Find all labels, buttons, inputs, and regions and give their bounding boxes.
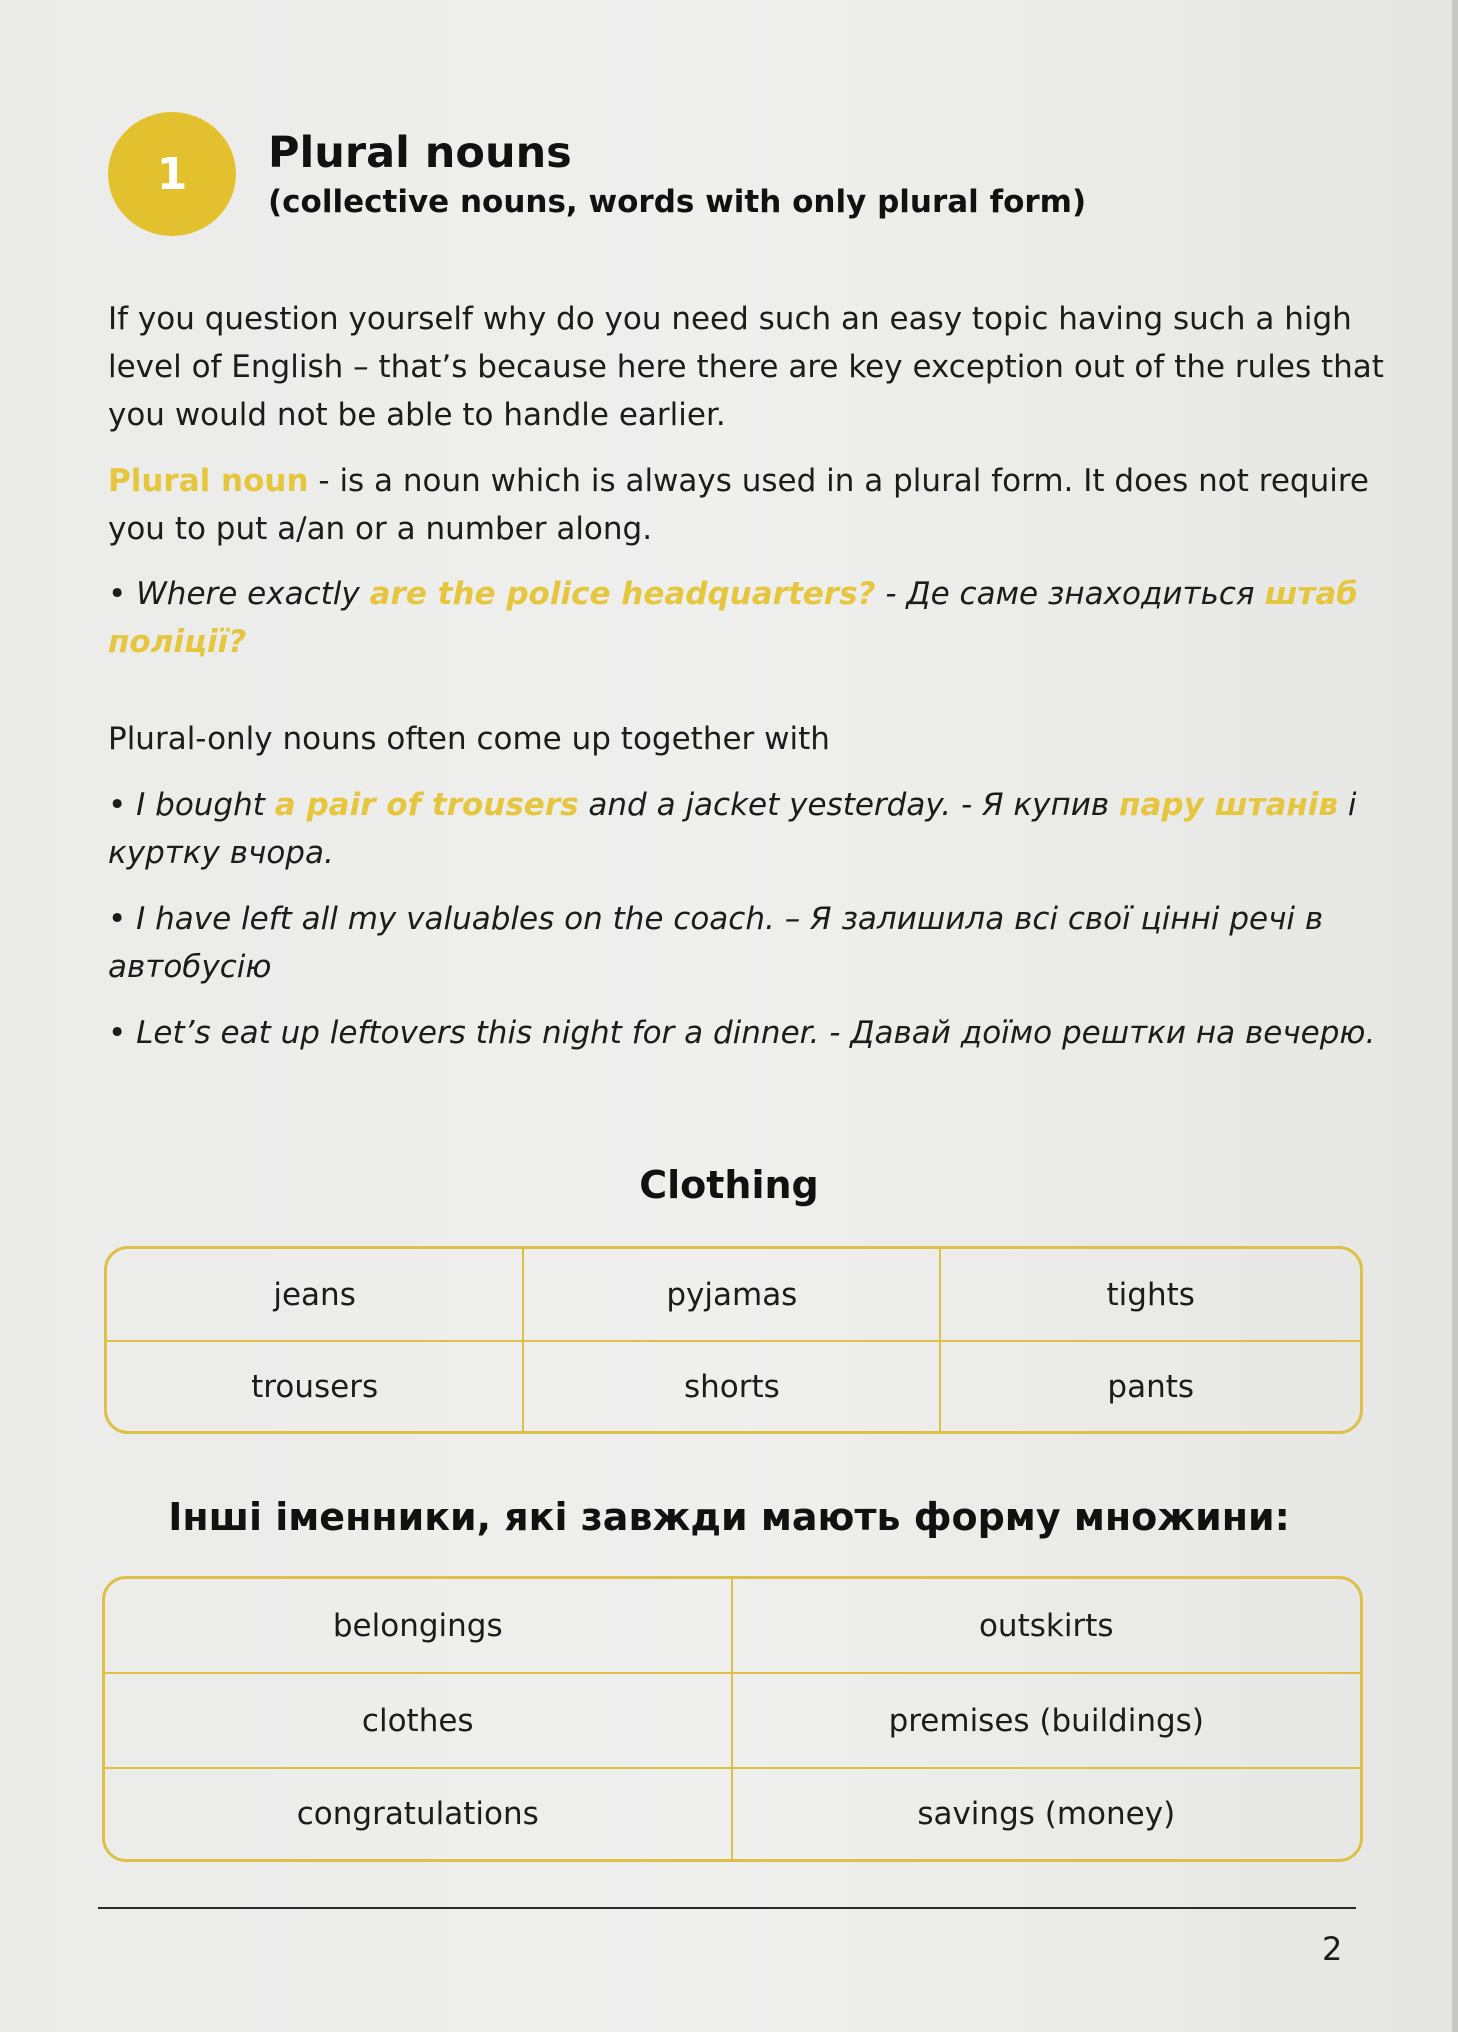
table-cell: shorts [524, 1342, 941, 1431]
example-trousers [108, 781, 1368, 877]
table-cell: tights [941, 1249, 1360, 1342]
table-cell: pants [1107, 1368, 1195, 1405]
table-cell: savings (money) [917, 1796, 1176, 1832]
table-cell: jeans [107, 1249, 524, 1342]
table-cell: congratulations [105, 1769, 733, 1859]
clothing-table [104, 1246, 1363, 1434]
example-valuables: • I have left all my valuables on the coach. – Я залишила всі свої цінні речі в автобусію [108, 901, 1324, 985]
footer-divider [98, 1907, 1356, 1909]
example-text: Where exactly [136, 576, 370, 612]
table-row [105, 1769, 1360, 1859]
table-cell: clothes [105, 1674, 733, 1769]
clothing-heading: Clothing [639, 1163, 819, 1207]
intro-paragraph: If you question yourself why do you need such an easy topic having such a high level of English – that’s because here there are key exception out of the rules that you would not be able to handle earlier. [108, 301, 1384, 433]
table-row [105, 1674, 1360, 1769]
example-highlight: are the police headquarters? [369, 576, 876, 612]
definition-term: Plural noun [108, 463, 309, 499]
other-nouns-heading: Інші іменники, які завжди мають форму множини: [168, 1495, 1290, 1539]
example-translation: and a jacket yesterday. - Я купив [578, 787, 1120, 823]
definition-text: - is a noun which is always used in a plural form. It does not require you to put a/an or a number along. [108, 463, 1369, 547]
section-number: 1 [156, 148, 188, 200]
together-paragraph: Plural-only nouns often come up together with [108, 721, 830, 757]
example-translation-end: і куртку вчора. [108, 787, 1357, 871]
bullet: • [108, 576, 137, 612]
table-cell: pyjamas [524, 1249, 941, 1342]
example-text: I bought [136, 787, 275, 823]
bullet: • [108, 787, 137, 823]
example-highlight: a pair of trousers [274, 787, 579, 823]
translation-highlight: пару штанів [1119, 787, 1339, 823]
section-number-badge [108, 112, 236, 236]
page-subtitle: (collective nouns, words with only plural form) [268, 184, 1087, 220]
table-row [107, 1249, 1360, 1342]
table-cell: outskirts [733, 1579, 1361, 1674]
example-leftovers: • Let’s eat up leftovers this night for a dinner. - Давай доїмо рештки на вечерю. [108, 1015, 1376, 1051]
table-row [105, 1579, 1360, 1674]
example-police [108, 570, 1388, 666]
definition-paragraph [108, 457, 1428, 553]
table-cell: premises (buildings) [733, 1674, 1361, 1769]
table-cell: trousers [107, 1342, 524, 1431]
table-cell: belongings [105, 1579, 733, 1674]
translation-highlight: штаб поліції? [108, 576, 1358, 660]
page-number: 2 [1322, 1930, 1343, 1968]
page-edge [1452, 0, 1458, 2032]
example-translation: - Де саме знаходиться [875, 576, 1265, 612]
other-nouns-table [102, 1576, 1363, 1862]
table-row [107, 1342, 1360, 1431]
page-title: Plural nouns [268, 128, 572, 178]
